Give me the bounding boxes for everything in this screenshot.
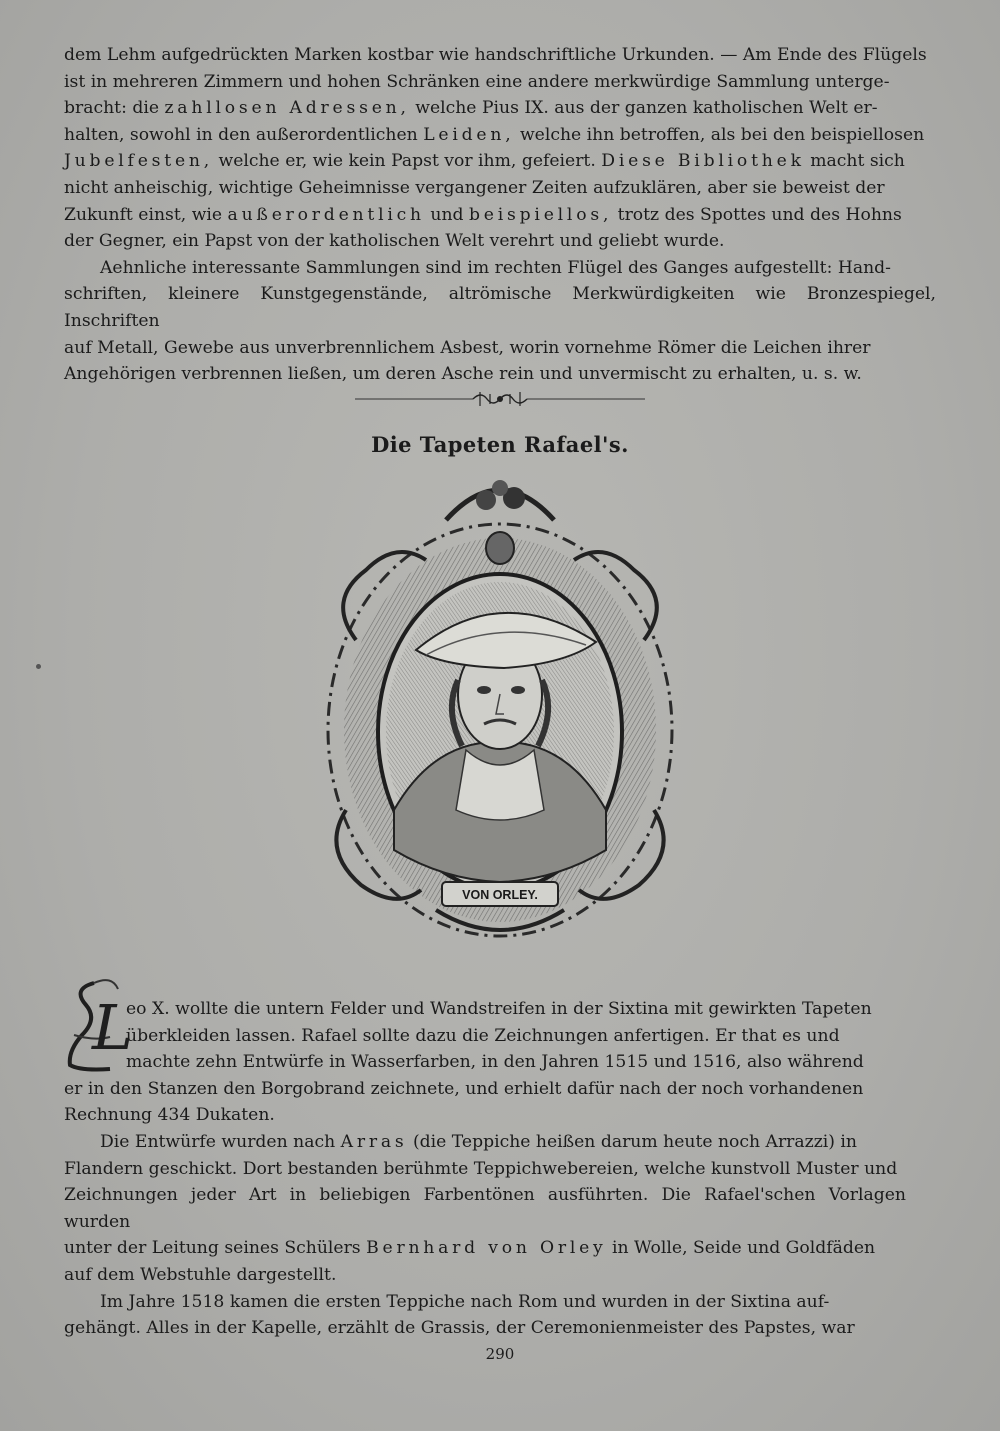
text-line: überkleiden lassen. Rafael sollte dazu die Zeichnungen anfertigen. Er that es und: [126, 1025, 840, 1046]
text-line: nicht anheischig, wichtige Geheimnisse vergangener Zeiten aufzuklären, aber sie beweist der: [64, 177, 885, 198]
spaced-emphasis: beispiellos,: [469, 204, 613, 225]
text-line: ist in mehreren Zimmern und hohen Schränken eine andere merkwürdige Sammlung unterge-: [64, 71, 890, 92]
text-line: Angehörigen verbrennen ließen, um deren Asche rein und unvermischt zu erhalten, u. s. w.: [64, 364, 862, 385]
text-line: Zukunft einst, wie außerordentlich und beispiellos, trotz des Spottes und des Hohns: [64, 204, 902, 225]
text-line: Aehnliche interessante Sammlungen sind im rechten Flügel des Ganges aufgestellt: Hand-: [100, 257, 891, 278]
top-text-block: [64, 42, 936, 388]
body-text-block: [64, 996, 906, 1342]
portrait-engraving: [316, 480, 684, 950]
text-line: unter der Leitung seines Schülers Bernhard von Orley in Wolle, Seide und Goldfäden: [64, 1238, 876, 1259]
section-divider-ornament: [355, 388, 645, 410]
spaced-emphasis: zahllosen Adressen,: [164, 98, 410, 119]
page-number: 290: [485, 1345, 515, 1363]
text-line: schriften, kleinere Kunstgegenstände, altrömische Merkwürdigkeiten wie Bronzespiegel, Inschriften: [64, 284, 936, 331]
portrait-caption: VON ORLEY.: [462, 888, 538, 902]
section-title: Die Tapeten Rafael's.: [371, 432, 629, 457]
text-line: Jubelfesten, welche er, wie kein Papst vor ihm, gefeiert. Diese Bibliothek macht sich: [64, 151, 905, 172]
spaced-emphasis: Bernhard von Orley: [366, 1238, 607, 1259]
paper-speck: [36, 664, 41, 669]
text-line: Flandern geschickt. Dort bestanden berühmte Teppichwebereien, welche kunstvoll Muster und: [64, 1158, 898, 1179]
dropcap-letter: L: [92, 991, 134, 1064]
spaced-emphasis: Leiden,: [423, 124, 515, 145]
text-line: er in den Stanzen den Borgobrand zeichnete, und erhielt dafür nach der noch vorhandenen: [64, 1078, 864, 1099]
text-line: Die Entwürfe wurden nach Arras (die Teppiche heißen darum heute noch Arrazzi) in: [100, 1131, 857, 1152]
text-line: der Gegner, ein Papst von der katholischen Welt verehrt und geliebt wurde.: [64, 231, 725, 252]
text-line: eo X. wollte die untern Felder und Wandstreifen in der Sixtina mit gewirkten Tapeten: [126, 999, 872, 1019]
text-line: dem Lehm aufgedrückten Marken kostbar wie handschriftliche Urkunden. — Am Ende des Flügels: [64, 45, 927, 65]
spaced-emphasis: Jubelfesten,: [64, 151, 214, 172]
text-line: machte zehn Entwürfe in Wasserfarben, in den Jahren 1515 und 1516, also während: [126, 1052, 864, 1073]
spaced-emphasis: Arras: [340, 1131, 408, 1152]
text-line: Zeichnungen jeder Art in beliebigen Farbentönen ausführten. Die Rafael'schen Vorlagen wurden: [64, 1185, 906, 1232]
text-line: bracht: die zahllosen Adressen, welche Pius IX. aus der ganzen katholischen Welt er-: [64, 98, 878, 119]
text-line: auf Metall, Gewebe aus unverbrennlichem Asbest, worin vornehme Römer die Leichen ihrer: [64, 337, 871, 358]
text-line: Im Jahre 1518 kamen die ersten Teppiche nach Rom und wurden in der Sixtina auf-: [100, 1291, 830, 1312]
text-line: gehängt. Alles in der Kapelle, erzählt de Grassis, der Ceremonienmeister des Papstes, war: [64, 1318, 855, 1339]
text-line: Rechnung 434 Dukaten.: [64, 1105, 275, 1126]
text-line: auf dem Webstuhle dargestellt.: [64, 1264, 337, 1285]
text-line: halten, sowohl in den außerordentlichen Leiden, welche ihn betroffen, als bei den beispiellosen: [64, 124, 925, 145]
spaced-emphasis: außerordentlich: [227, 204, 425, 225]
spaced-emphasis: Diese Bibliothek: [601, 151, 805, 172]
